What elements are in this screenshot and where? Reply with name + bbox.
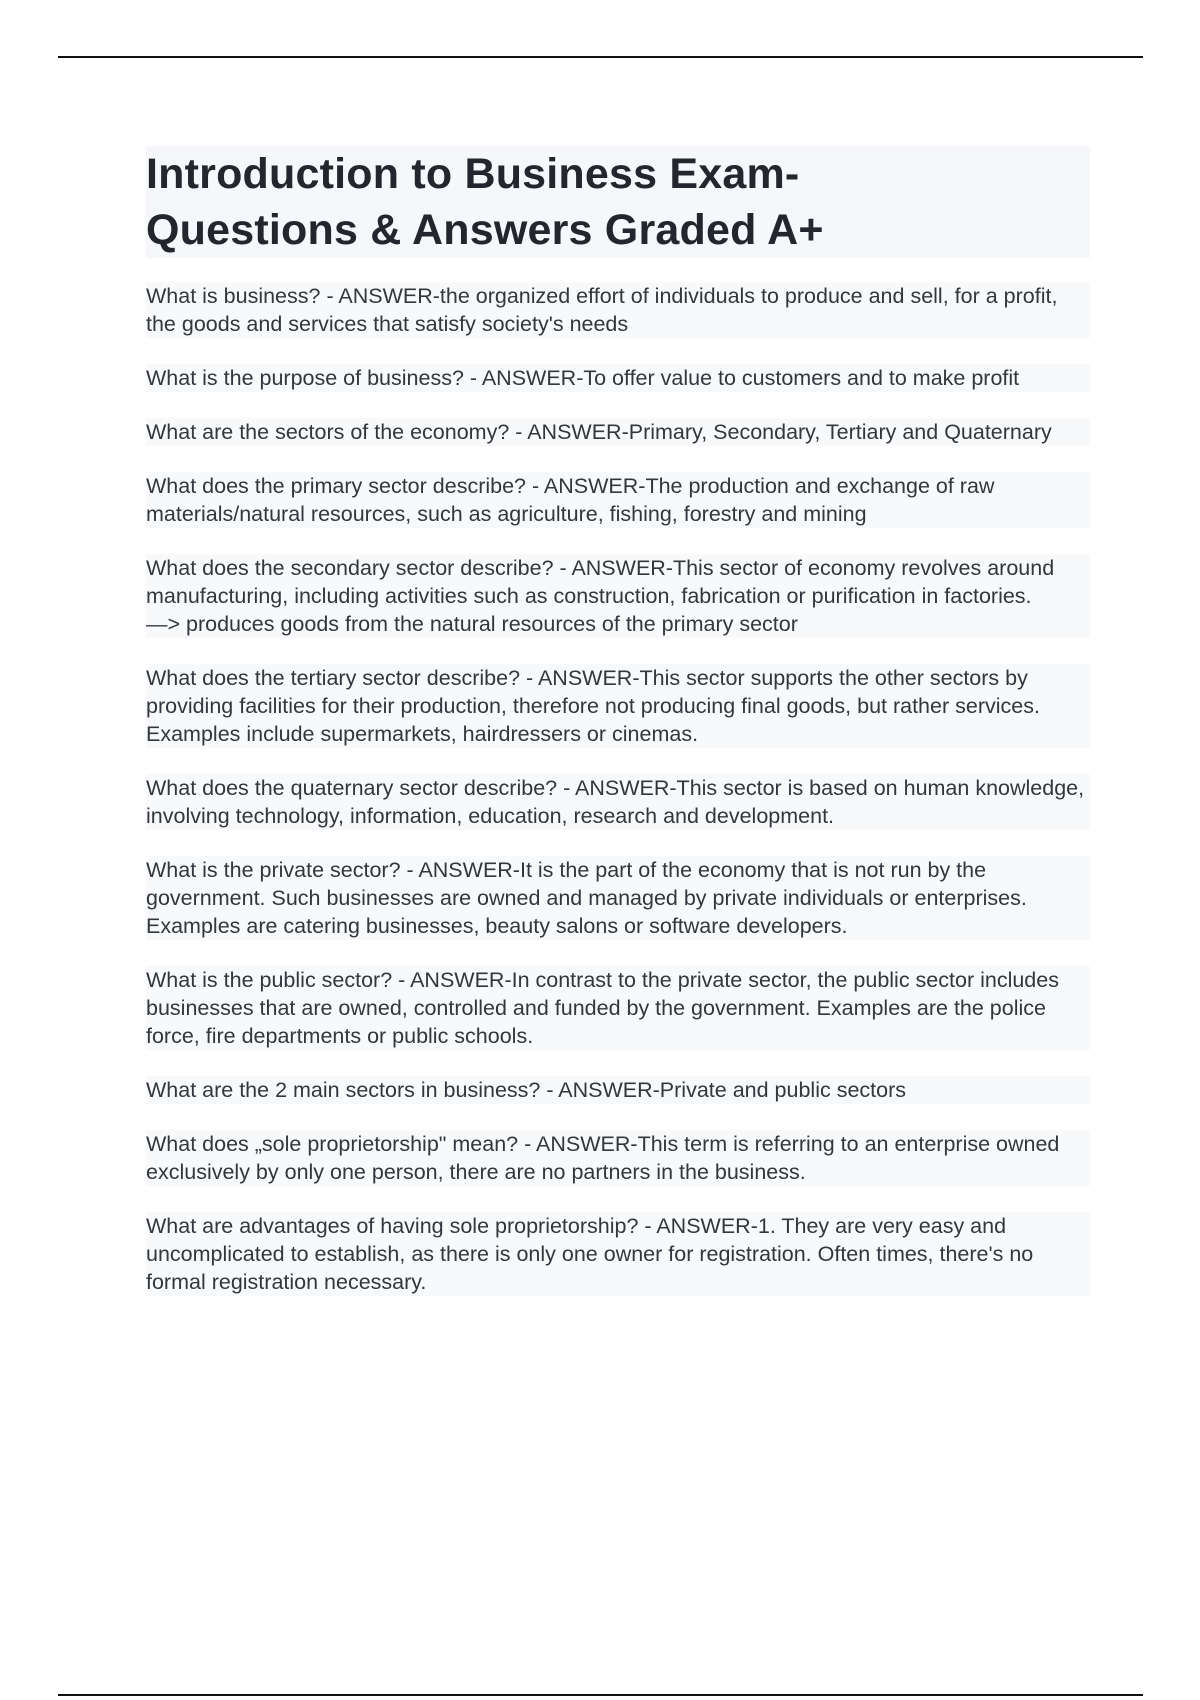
qa-entry: What is the purpose of business? - ANSWER-To offer value to customers and to make profit (146, 364, 1090, 392)
qa-entry: What is the public sector? - ANSWER-In contrast to the private sector, the public sector includes businesses that are owned, controlled and funded by the government. Examples are the police force, fire departments or public schools. (146, 966, 1090, 1050)
document-title: Introduction to Business Exam- Questions & Answers Graded A+ (146, 150, 824, 254)
qa-entry: What are advantages of having sole proprietorship? - ANSWER-1. They are very easy and uncomplicated to establish, as there is only one owner for registration. Often times, there's no formal registration necessary. (146, 1212, 1090, 1296)
qa-entry: What does the quaternary sector describe? - ANSWER-This sector is based on human knowledge, involving technology, information, education, research and development. (146, 774, 1090, 830)
qa-entry: What does the primary sector describe? - ANSWER-The production and exchange of raw materials/natural resources, such as agriculture, fishing, forestry and mining (146, 472, 1090, 528)
footer-rule (58, 1694, 1143, 1696)
qa-entry: What are the 2 main sectors in business? - ANSWER-Private and public sectors (146, 1076, 1090, 1104)
title-block (146, 146, 1090, 258)
document-body (146, 146, 1090, 1322)
header-rule (58, 56, 1143, 58)
qa-entry: What does „sole proprietorship" mean? - ANSWER-This term is referring to an enterprise owned exclusively by only one person, there are no partners in the business. (146, 1130, 1090, 1186)
qa-entry: What is business? - ANSWER-the organized effort of individuals to produce and sell, for a profit, the goods and services that satisfy society's needs (146, 282, 1090, 338)
qa-entry: What does the secondary sector describe? - ANSWER-This sector of economy revolves around manufacturing, including activities such as construction, fabrication or purification in factories. —> produces goods from the natural resources of the primary sector (146, 554, 1090, 638)
qa-entry: What is the private sector? - ANSWER-It is the part of the economy that is not run by the government. Such businesses are owned and managed by private individuals or enterprises. Examples are catering businesses, beauty salons or software developers. (146, 856, 1090, 940)
qa-entry: What are the sectors of the economy? - ANSWER-Primary, Secondary, Tertiary and Quaternary (146, 418, 1090, 446)
qa-entry: What does the tertiary sector describe? - ANSWER-This sector supports the other sectors by providing facilities for their production, therefore not producing final goods, but rather services. Examples include supermarkets, hairdressers or cinemas. (146, 664, 1090, 748)
